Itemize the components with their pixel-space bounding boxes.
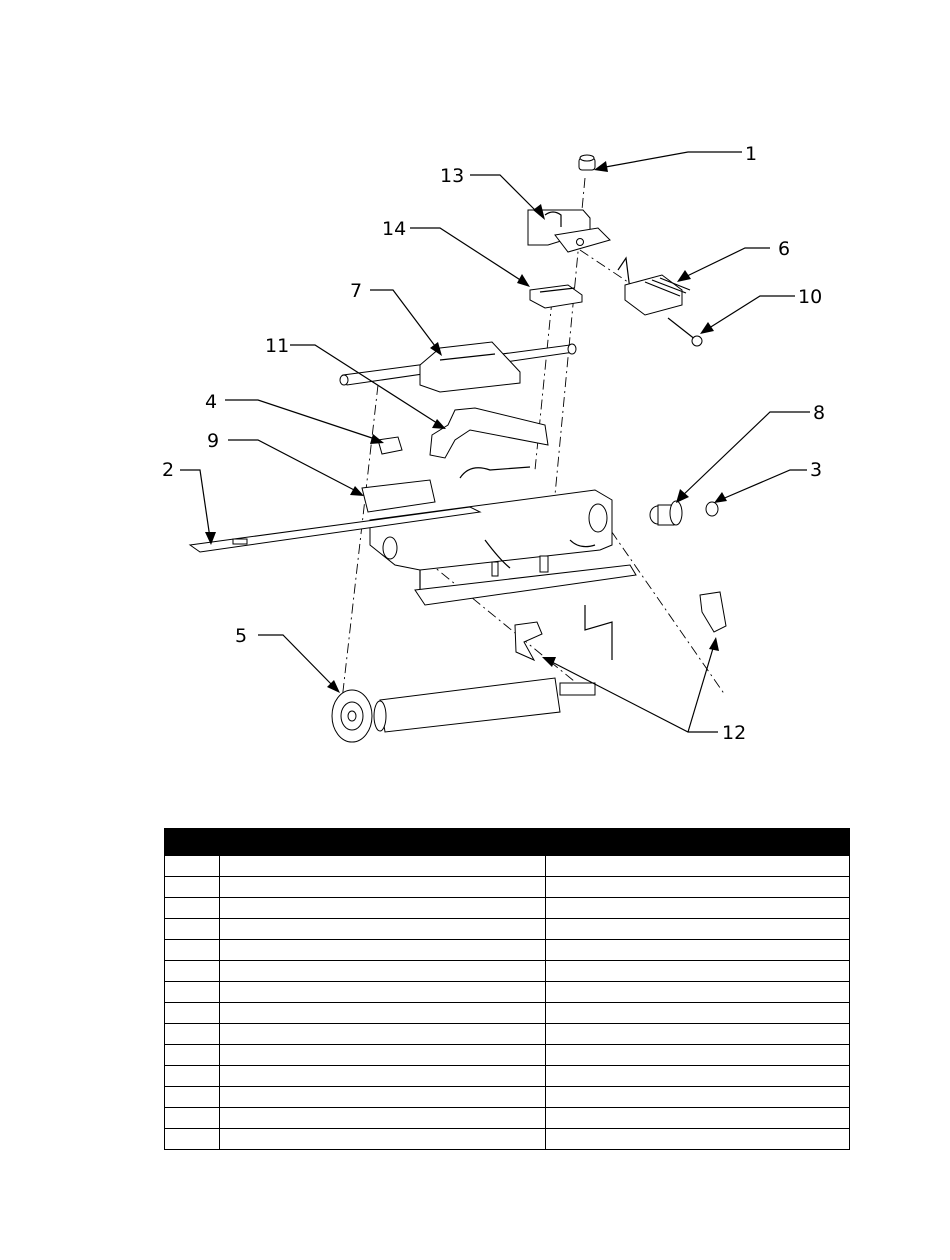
callout-6: 6 [778,238,791,260]
table-cell [546,856,850,877]
header-cell [546,829,850,856]
callout-11: 11 [265,335,290,357]
table-cell [165,1003,220,1024]
table-cell [165,1087,220,1108]
table-cell [165,856,220,877]
part-3-clip [706,502,718,516]
table-row [165,1129,850,1150]
table-cell [165,877,220,898]
part-4-plate [378,437,402,454]
table-row [165,919,850,940]
table-cell [165,982,220,1003]
table-cell [165,1108,220,1129]
table-row [165,961,850,982]
header-cell [165,829,220,856]
table-cell [220,1024,546,1045]
part-11-cable [430,408,548,458]
part-13-bracket [528,210,610,252]
callout-5: 5 [235,625,248,647]
table-row [165,856,850,877]
table-cell [546,1129,850,1150]
table-cell [220,940,546,961]
part-7-shaft [340,342,576,392]
callout-7: 7 [350,280,363,302]
table-cell [546,1087,850,1108]
table-cell [220,898,546,919]
callout-13: 13 [440,165,465,187]
table-cell [546,1045,850,1066]
callout-12: 12 [722,722,747,744]
table-header-row [165,829,850,856]
table-cell [220,982,546,1003]
leader-lines [180,152,810,732]
table-cell [220,1129,546,1150]
table-row [165,898,850,919]
table-cell [546,961,850,982]
table-cell [546,940,850,961]
part-14-clip [530,285,582,308]
callout-labels [162,143,825,744]
table-cell [165,919,220,940]
table-body [165,856,850,1150]
table-row [165,982,850,1003]
table-row [165,1045,850,1066]
table-row [165,1066,850,1087]
table-cell [165,1066,220,1087]
callout-14: 14 [382,218,407,240]
callout-2: 2 [162,459,175,481]
table-cell [546,919,850,940]
callout-8: 8 [813,402,826,424]
table-cell [220,919,546,940]
table-cell [220,856,546,877]
table-cell [546,1003,850,1024]
callout-9: 9 [207,430,220,452]
table-cell [165,961,220,982]
table-row [165,940,850,961]
callout-3: 3 [810,459,823,481]
table-cell [220,1087,546,1108]
part-10-screw [668,318,702,346]
table-row [165,877,850,898]
table-cell [546,898,850,919]
table-cell [220,877,546,898]
table-cell [546,1024,850,1045]
table-cell [220,1066,546,1087]
table-cell [165,1024,220,1045]
table-row [165,1003,850,1024]
table-cell [220,1003,546,1024]
callout-1: 1 [745,143,758,165]
part-5-roller [332,678,595,742]
table-cell [546,1066,850,1087]
part-12-clip-left [515,622,542,660]
table-cell [546,1108,850,1129]
table-cell [165,1129,220,1150]
table-cell [165,898,220,919]
table-row [165,1087,850,1108]
table-cell [546,982,850,1003]
parts-list-table [164,828,850,1150]
callout-10: 10 [798,286,823,308]
table-cell [220,1045,546,1066]
part-6-connector [618,258,690,315]
table-cell [165,1045,220,1066]
table-row [165,1024,850,1045]
table-cell [165,940,220,961]
table-cell [220,961,546,982]
table-cell [220,1108,546,1129]
part-1-nut [579,155,595,170]
part-12-clip-right [700,592,726,632]
table-row [165,1108,850,1129]
header-cell [220,829,546,856]
part-8-bushing [650,501,682,525]
table-cell [546,877,850,898]
callout-4: 4 [205,391,218,413]
